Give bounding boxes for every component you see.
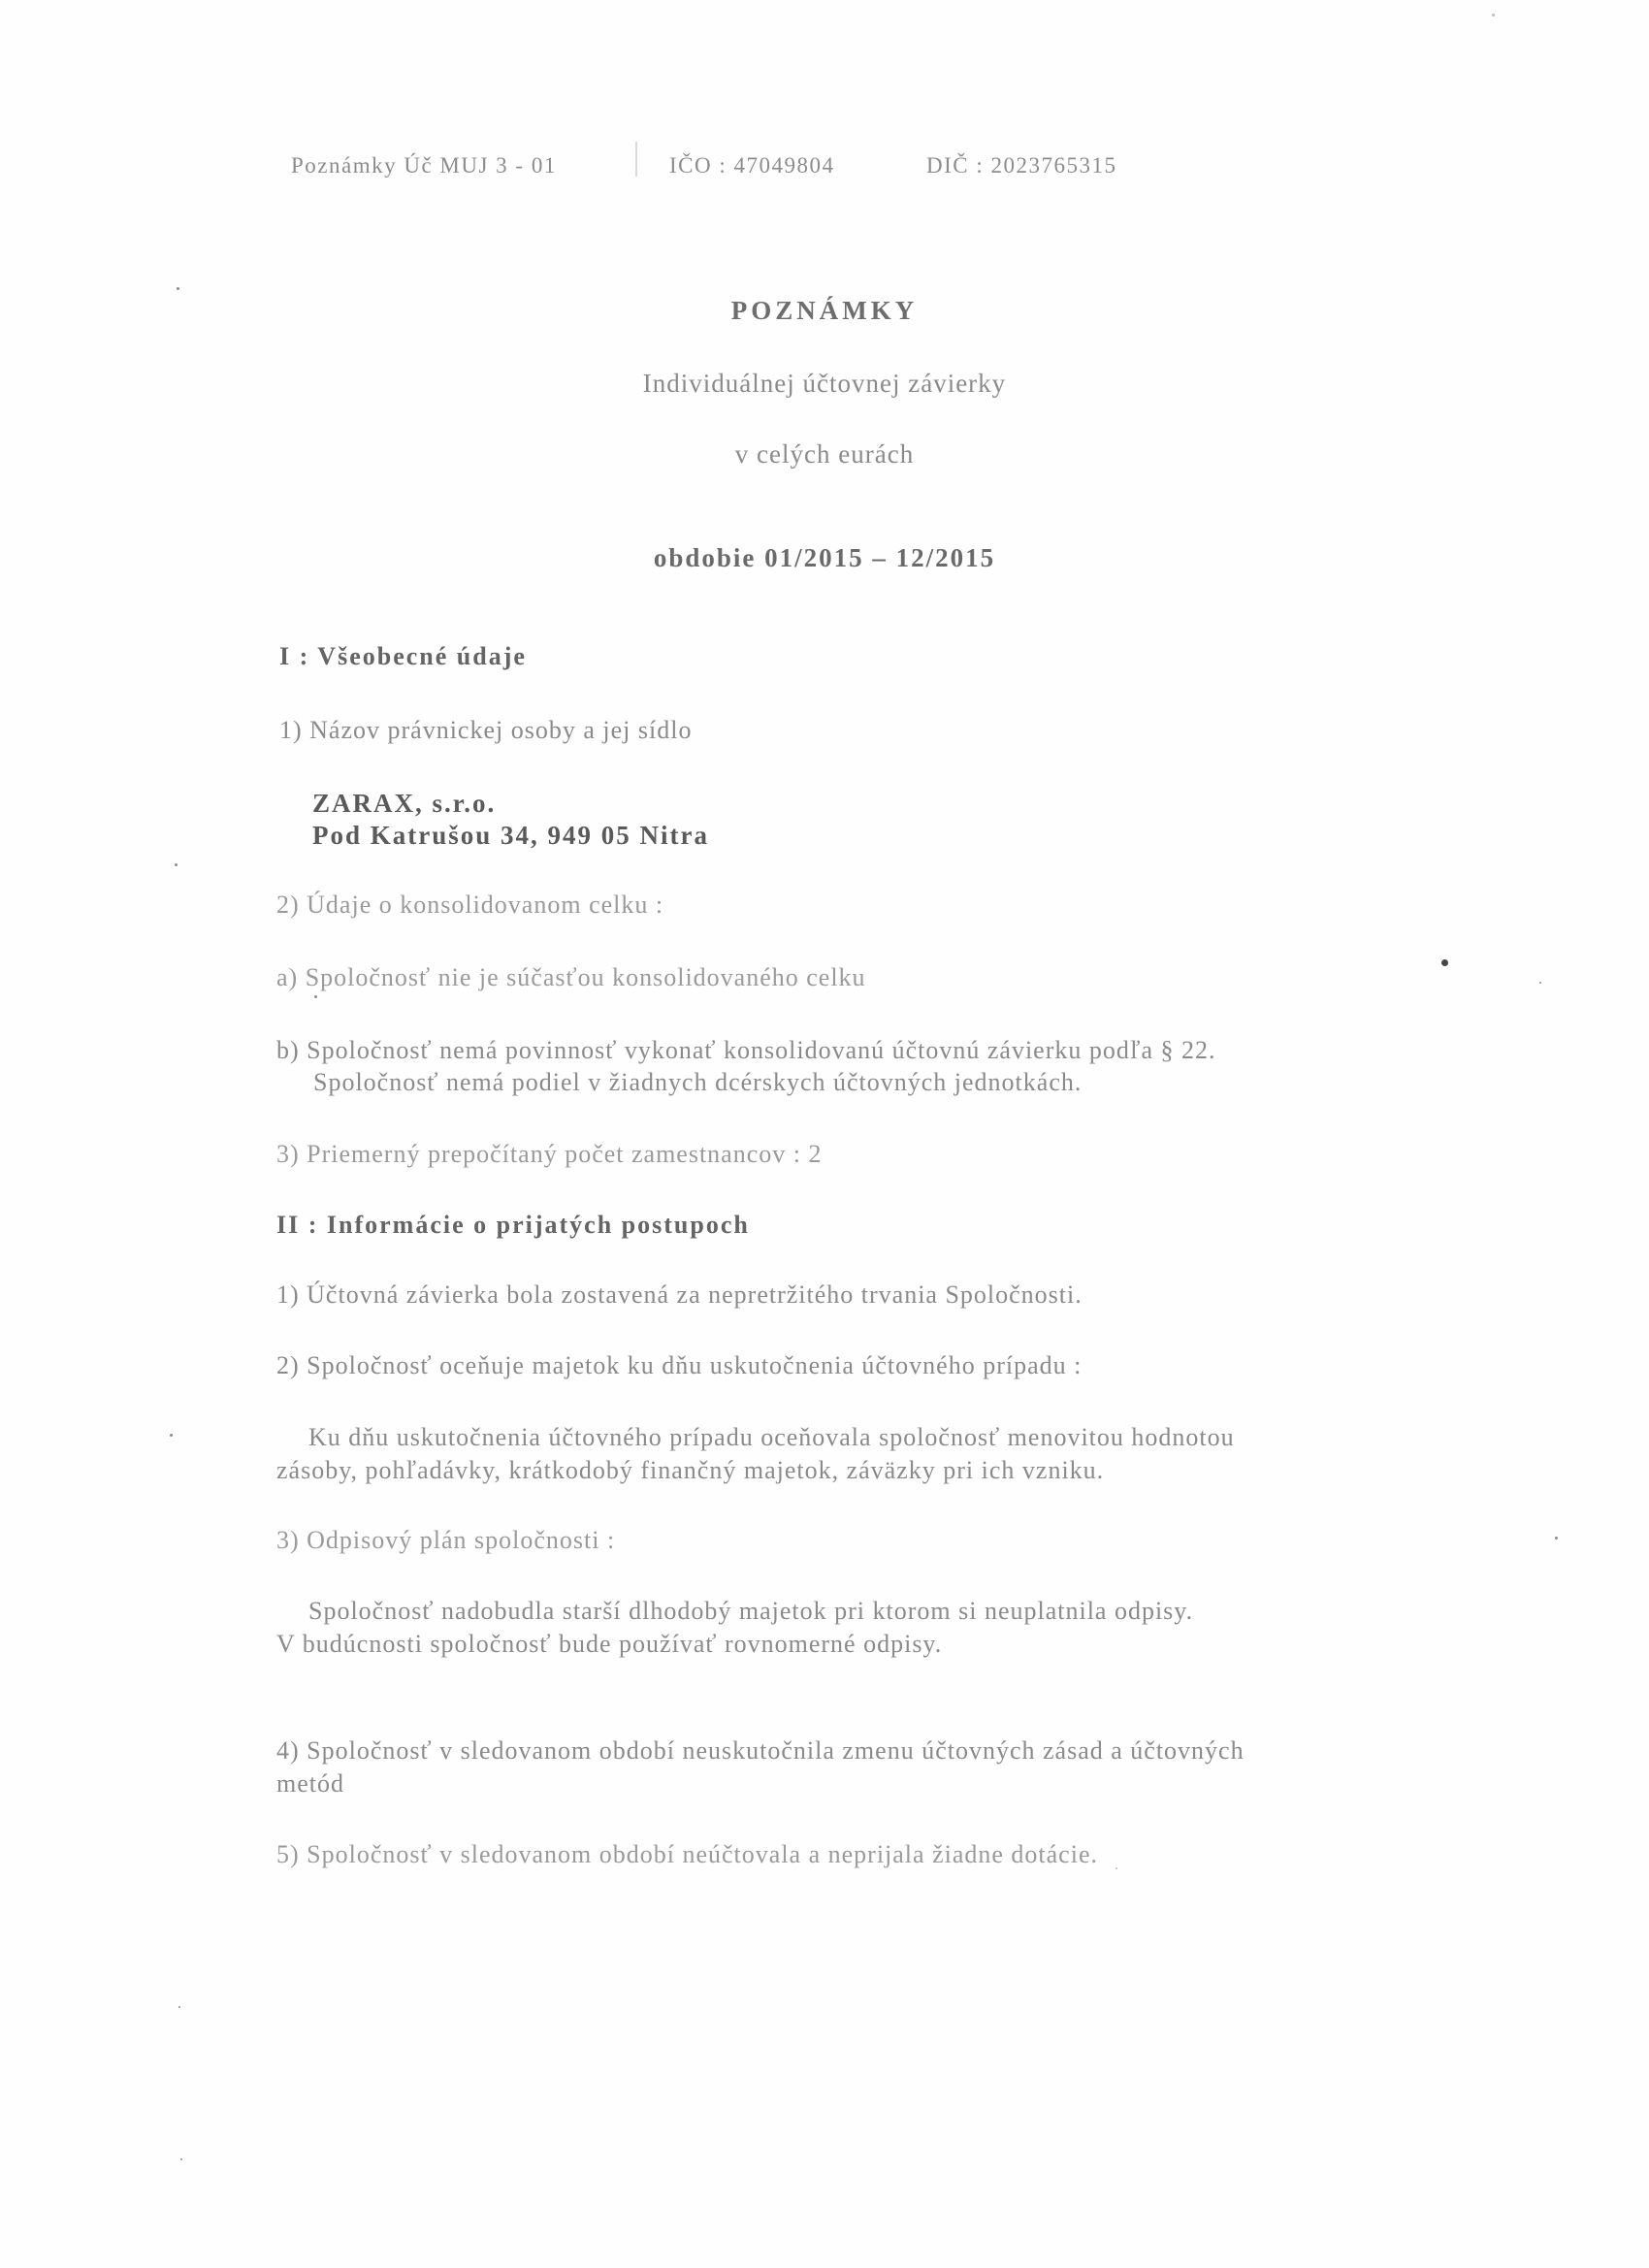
- scan-speck: [180, 2158, 182, 2160]
- section-1-item-2b-line-1: b) Spoločnosť nemá povinnosť vykonať konsolidovanú účtovnú závierku podľa § 22.: [276, 1036, 1216, 1064]
- document-subtitle: Individuálnej účtovnej závierky: [642, 369, 1007, 398]
- section-1-item-2: 2) Údaje o konsolidovanom celku :: [276, 891, 664, 919]
- section-2-item-3-text-line-2: V budúcnosti spoločnosť bude používať rovnomerné odpisy.: [276, 1630, 943, 1658]
- section-2-item-3-text-line-1: Spoločnosť nadobudla starší dlhodobý majetok pri ktorom si neuplatnila odpisy.: [308, 1597, 1194, 1625]
- scan-speck: [1492, 14, 1495, 16]
- scan-speck: [1116, 1867, 1117, 1869]
- section-2-item-2-text-line-1: Ku dňu uskutočnenia účtovného prípadu oceňovala spoločnosť menovitou hodnotou: [308, 1423, 1235, 1451]
- header-dic: DIČ : 2023765315: [926, 153, 1117, 178]
- reporting-period: obdobie 01/2015 – 12/2015: [653, 543, 996, 572]
- currency-note: v celých eurách: [734, 439, 915, 469]
- scan-speck: [170, 1434, 173, 1437]
- company-name: ZARAX, s.r.o.: [312, 789, 497, 818]
- section-2-item-4-line-2: metód: [276, 1769, 344, 1798]
- document-title: POZNÁMKY: [730, 296, 919, 325]
- scan-speck: [175, 863, 178, 866]
- section-1-item-2b-line-2: Spoločnosť nemá podiel v žiadnych dcérskych účtovných jednotkách.: [313, 1068, 1083, 1096]
- section-1-item-3: 3) Priemerný prepočítaný počet zamestnancov : 2: [276, 1140, 823, 1168]
- section-2-item-3: 3) Odpisový plán spoločnosti :: [276, 1526, 616, 1554]
- scan-speck: [314, 995, 317, 998]
- header-form-code: Poznámky Úč MUJ 3 - 01: [291, 153, 557, 178]
- section-2-heading: II : Informácie o prijatých postupoch: [276, 1211, 750, 1239]
- section-2-item-5: 5) Spoločnosť v sledovanom období neúčtovala a neprijala žiadne dotácie.: [276, 1840, 1098, 1868]
- company-address: Pod Katrušou 34, 949 05 Nitra: [312, 821, 709, 850]
- section-1-heading: I : Všeobecné údaje: [279, 642, 527, 670]
- section-2-item-2: 2) Spoločnosť oceňuje majetok ku dňu uskutočnenia účtovného prípadu :: [276, 1351, 1083, 1379]
- scan-speck: [178, 2006, 180, 2008]
- section-2-item-4-line-1: 4) Spoločnosť v sledovanom období neuskutočnila zmenu účtovných zásad a účtovných: [276, 1736, 1245, 1765]
- scan-speck: [177, 287, 179, 290]
- section-2-item-2-text-line-2: zásoby, pohľadávky, krátkodobý finančný majetok, záväzky pri ich vzniku.: [276, 1456, 1105, 1484]
- scan-speck: [1555, 1537, 1558, 1539]
- section-1-item-1: 1) Názov právnickej osoby a jej sídlo: [279, 716, 693, 744]
- header-ico: IČO : 47049804: [669, 153, 835, 178]
- section-1-item-2a: a) Spoločnosť nie je súčasťou konsolidovaného celku: [276, 963, 866, 991]
- scan-speck: [1539, 982, 1541, 984]
- scan-speck: [1441, 959, 1448, 966]
- section-2-item-1: 1) Účtovná závierka bola zostavená za nepretržitého trvania Spoločnosti.: [276, 1280, 1083, 1309]
- header-separator: [635, 142, 637, 177]
